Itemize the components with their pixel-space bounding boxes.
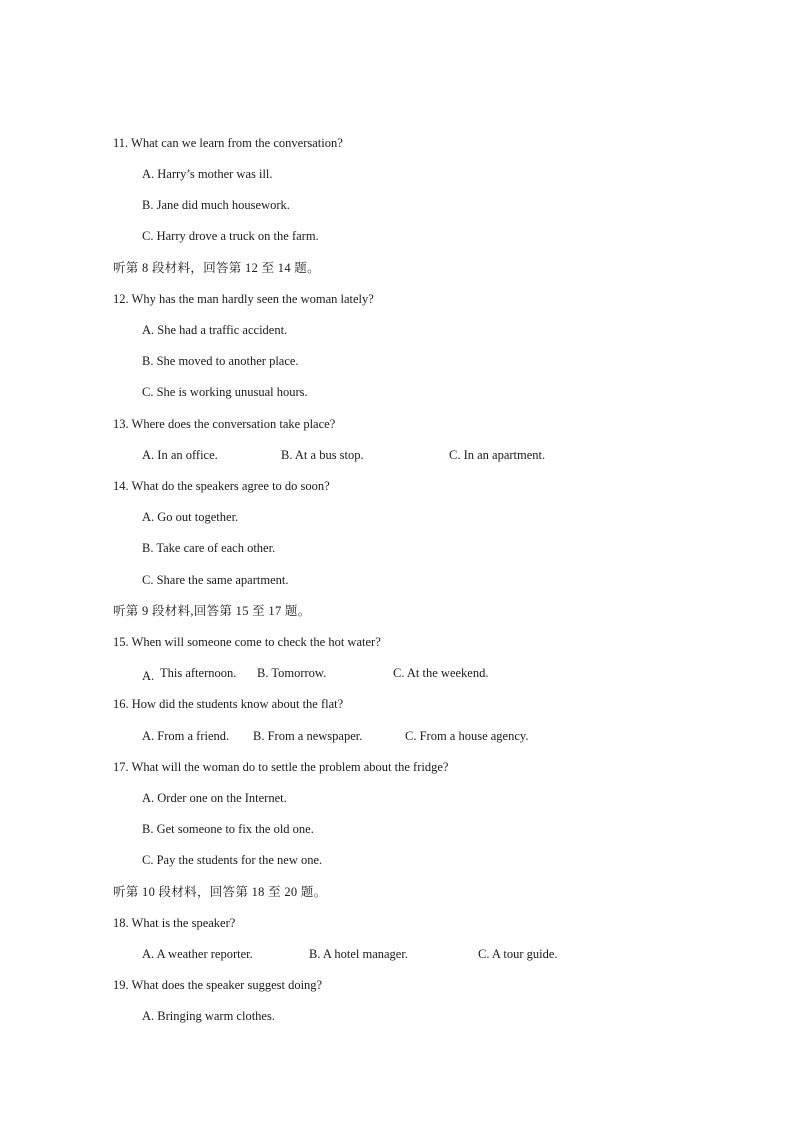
question-14-option-b: B. Take care of each other. [142, 541, 276, 555]
question-18-option-c: C. A tour guide. [478, 947, 558, 961]
question-18-stem: 18. What is the speaker? [113, 916, 236, 930]
question-13-option-c: C. In an apartment. [449, 448, 546, 462]
question-18-option-a: A. A weather reporter. [142, 947, 253, 961]
section-10-instruction: 听第 10 段材料，回答第 18 至 20 题。 [113, 885, 327, 899]
question-15-stem: 15. When will someone come to check the hot water? [113, 635, 381, 649]
question-18-option-b: B. A hotel manager. [309, 947, 408, 961]
question-17-option-a: A. Order one on the Internet. [142, 791, 287, 805]
question-15-option-b: B. Tomorrow. [257, 666, 327, 680]
question-12-option-c: C. She is working unusual hours. [142, 385, 308, 399]
question-12-option-a: A. She had a traffic accident. [142, 323, 288, 337]
section-8-instruction: 听第 8 段材料，回答第 12 至 14 题。 [113, 261, 320, 275]
question-14-option-a: A. Go out together. [142, 510, 239, 524]
question-11-stem: 11. What can we learn from the conversation? [113, 136, 343, 150]
question-15-option-c: C. At the weekend. [393, 666, 489, 680]
question-16-option-a: A. From a friend. [142, 729, 230, 743]
question-15-option-a: This afternoon. [160, 666, 237, 680]
question-16-stem: 16. How did the students know about the flat? [113, 697, 344, 711]
question-14-option-c: C. Share the same apartment. [142, 573, 289, 587]
question-15-option-a-label: A. [142, 669, 155, 683]
question-11-option-b: B. Jane did much housework. [142, 198, 290, 212]
question-13-option-a: A. In an office. [142, 448, 218, 462]
question-16-option-b: B. From a newspaper. [253, 729, 363, 743]
question-11-option-a: A. Harry’s mother was ill. [142, 167, 273, 181]
question-17-option-c: C. Pay the students for the new one. [142, 853, 323, 867]
question-19-option-a: A. Bringing warm clothes. [142, 1009, 275, 1023]
question-13-stem: 13. Where does the conversation take place? [113, 417, 336, 431]
question-17-stem: 17. What will the woman do to settle the problem about the fridge? [113, 760, 449, 774]
question-12-option-b: B. She moved to another place. [142, 354, 299, 368]
question-19-stem: 19. What does the speaker suggest doing? [113, 978, 323, 992]
section-9-instruction: 听第 9 段材料,回答第 15 至 17 题。 [113, 604, 311, 618]
question-17-option-b: B. Get someone to fix the old one. [142, 822, 314, 836]
question-14-stem: 14. What do the speakers agree to do soon? [113, 479, 330, 493]
question-11-option-c: C. Harry drove a truck on the farm. [142, 229, 319, 243]
question-12-stem: 12. Why has the man hardly seen the woman lately? [113, 292, 374, 306]
question-13-option-b: B. At a bus stop. [281, 448, 364, 462]
question-16-option-c: C. From a house agency. [405, 729, 529, 743]
